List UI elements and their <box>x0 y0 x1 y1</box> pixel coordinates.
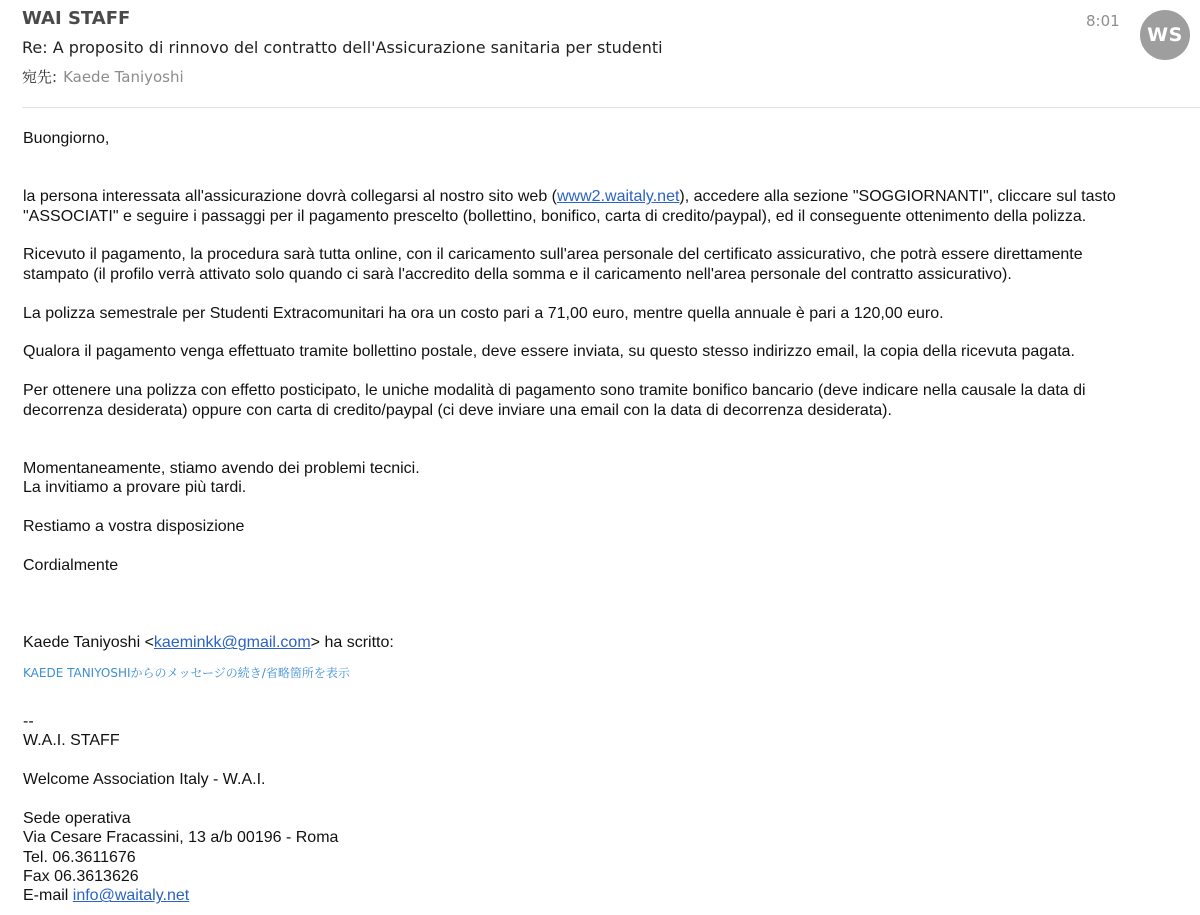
paragraph-technical-problems <box>23 459 1183 498</box>
signature-office-label: Sede operativa <box>23 809 131 827</box>
quote-email-link[interactable]: kaeminkk@gmail.com <box>153 634 311 652</box>
p1-text-end: ), accedere alla sezione "SOGGIORNANTI", cliccare sul tasto <box>679 188 1116 206</box>
sender-name[interactable]: WAI STAFF <box>22 8 131 29</box>
message-time: 8:01 <box>1086 12 1120 30</box>
signature-dashes: -- <box>23 712 34 730</box>
closing: Cordialmente <box>23 556 119 574</box>
paragraph-access-instructions <box>23 187 1183 226</box>
website-link[interactable]: www2.waitaly.net <box>557 188 680 206</box>
quote-wrote: > ha scritto: <box>310 634 394 652</box>
recipient-name[interactable]: Kaede Taniyoshi <box>63 68 184 86</box>
message-header <box>0 0 1200 108</box>
p2-text-line1: Ricevuto il pagamento, la procedura sarà tutta online, con il caricamento sull'area personale del certificato assicurativo, che potrà essere direttamente <box>23 246 1083 264</box>
quote-attribution <box>23 633 1183 652</box>
greeting: Buongiorno, <box>23 130 110 147</box>
signature-email-label: E-mail <box>23 887 73 905</box>
paragraph-deferred-policy <box>23 381 1183 420</box>
recipient-row <box>22 66 184 87</box>
paragraph-online-procedure <box>23 245 1183 284</box>
to-label: 宛先: <box>22 68 58 86</box>
signature-address: Via Cesare Fracassini, 13 a/b 00196 - Roma <box>23 829 339 847</box>
p1-text-start: la persona interessata all'assicurazione dovrà collegarsi al nostro sito web ( <box>23 188 557 206</box>
p6-text-line2: La invitiamo a provare più tardi. <box>23 479 247 497</box>
signature-name: W.A.I. STAFF <box>23 732 120 750</box>
quote-author: Kaede Taniyoshi < <box>23 634 154 652</box>
show-quoted-text-link[interactable]: KAEDE TANIYOSHIからのメッセージの続き/省略箇所を表示 <box>23 665 350 680</box>
header-divider <box>22 107 1200 108</box>
paragraph-availability: Restiamo a vostra disposizione <box>23 517 245 535</box>
p1-text-line2: "ASSOCIATI" e seguire i passaggi per il pagamento prescelto (bollettino, bonifico, carta di credito/paypal), ed il conseguente ottenimento della polizza. <box>23 207 1087 225</box>
signature-email-row <box>23 886 1183 905</box>
p5-text-line1: Per ottenere una polizza con effetto posticipato, le uniche modalità di pagamento sono tramite bonifico bancario (deve indicare nella causale la data di <box>23 382 1086 400</box>
signature-tel: Tel. 06.3611676 <box>23 848 136 866</box>
paragraph-postal-payment: Qualora il pagamento venga effettuato tramite bollettino postale, deve essere inviata, su questo stesso indirizzo email, la copia della ricevuta pagata. <box>23 343 1075 361</box>
sender-avatar[interactable]: WS <box>1140 10 1190 60</box>
signature-fax: Fax 06.3613626 <box>23 867 139 885</box>
p6-text-line1: Momentaneamente, stiamo avendo dei problemi tecnici. <box>23 459 420 477</box>
signature-organization: Welcome Association Italy - W.A.I. <box>23 770 266 788</box>
p5-text-line2: decorrenza desiderata) oppure con carta di credito/paypal (ci deve inviare una email con la data di decorrenza desiderata). <box>23 401 892 419</box>
p2-text-line2: stampato (il profilo verrà attivato solo quando ci sarà l'accredito della somma e il caricamento nell'area personale del contratto assicurativo). <box>23 265 1012 283</box>
message-subject: Re: A proposito di rinnovo del contratto dell'Assicurazione sanitaria per studenti <box>22 38 663 57</box>
paragraph-policy-cost: La polizza semestrale per Studenti Extracomunitari ha ora un costo pari a 71,00 euro, mentre quella annuale è pari a 120,00 euro. <box>23 304 944 322</box>
message-body <box>23 129 1183 906</box>
signature-email-link[interactable]: info@waitaly.net <box>72 887 190 905</box>
